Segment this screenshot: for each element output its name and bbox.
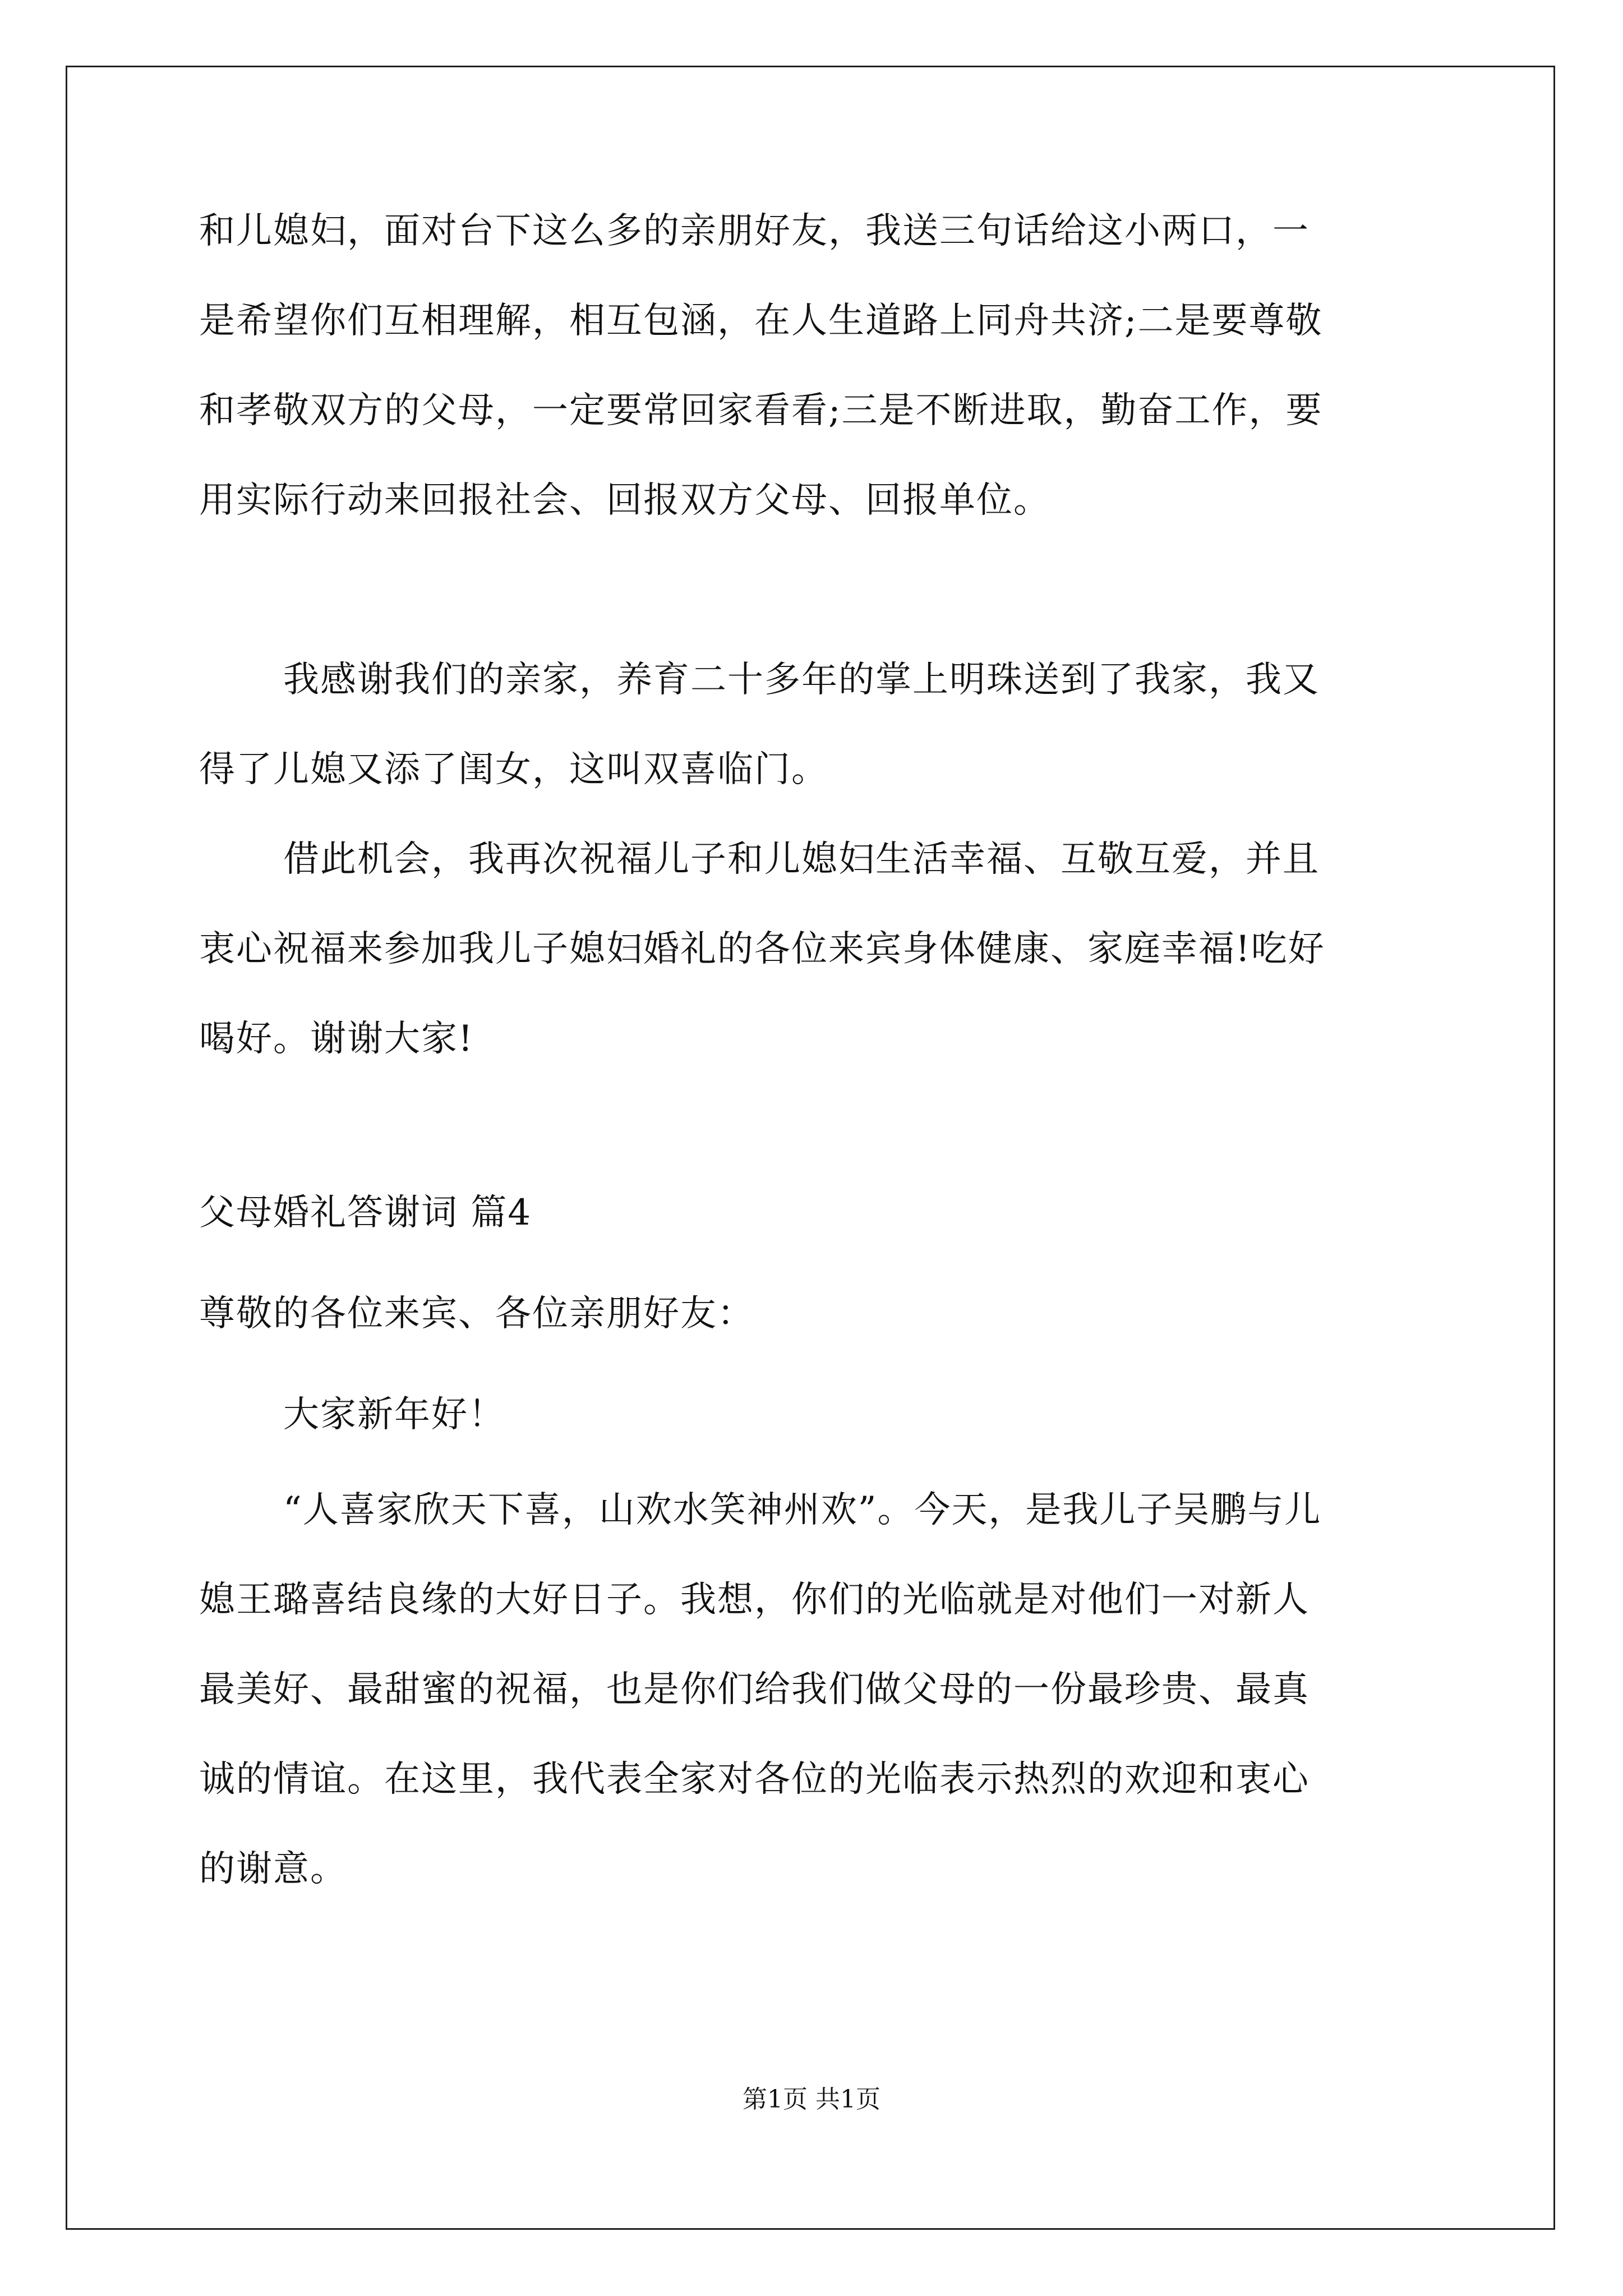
body-line: 和孝敬双方的父母，一定要常回家看看;三是不断进取，勤奋工作，要	[199, 390, 1323, 431]
body-line: 衷心祝福来参加我儿子媳妇婚礼的各位来宾身体健康、家庭幸福!吃好	[199, 928, 1325, 970]
paragraph-first-line: “人喜家欣天下喜，山欢水笑神州欢”。今天，是我儿子吴鹏与儿	[283, 1489, 1322, 1531]
salutation: 尊敬的各位来宾、各位亲朋好友：	[199, 1293, 754, 1335]
body-line: 最美好、最甜蜜的祝福，也是你们给我们做父母的一份最珍贵、最真	[199, 1669, 1310, 1710]
body-line: 和儿媳妇，面对台下这么多的亲朋好友，我送三句话给这小两口，一	[199, 210, 1310, 252]
body-line: 是希望你们互相理解，相互包涵，在人生道路上同舟共济;二是要尊敬	[199, 300, 1323, 342]
body-line: 诚的情谊。在这里，我代表全家对各位的光临表示热烈的欢迎和衷心	[199, 1759, 1310, 1800]
page-number: 第1页 共1页	[743, 2085, 880, 2114]
body-line: 媳王璐喜结良缘的大好日子。我想，你们的光临就是对他们一对新人	[199, 1579, 1310, 1621]
body-line: 用实际行动来回报社会、回报双方父母、回报单位。	[199, 480, 1050, 521]
body-line: 的谢意。	[199, 1848, 347, 1890]
paragraph-first-line: 我感谢我们的亲家，养育二十多年的掌上明珠送到了我家，我又	[283, 659, 1320, 701]
section-heading: 父母婚礼答谢词 篇4	[199, 1192, 532, 1234]
paragraph-first-line: 借此机会，我再次祝福儿子和儿媳妇生活幸福、互敬互爱，并且	[283, 839, 1320, 880]
body-line: 喝好。谢谢大家!	[199, 1018, 474, 1060]
body-line: 得了儿媳又添了闺女，这叫双喜临门。	[199, 749, 828, 790]
greeting: 大家新年好！	[283, 1394, 505, 1435]
